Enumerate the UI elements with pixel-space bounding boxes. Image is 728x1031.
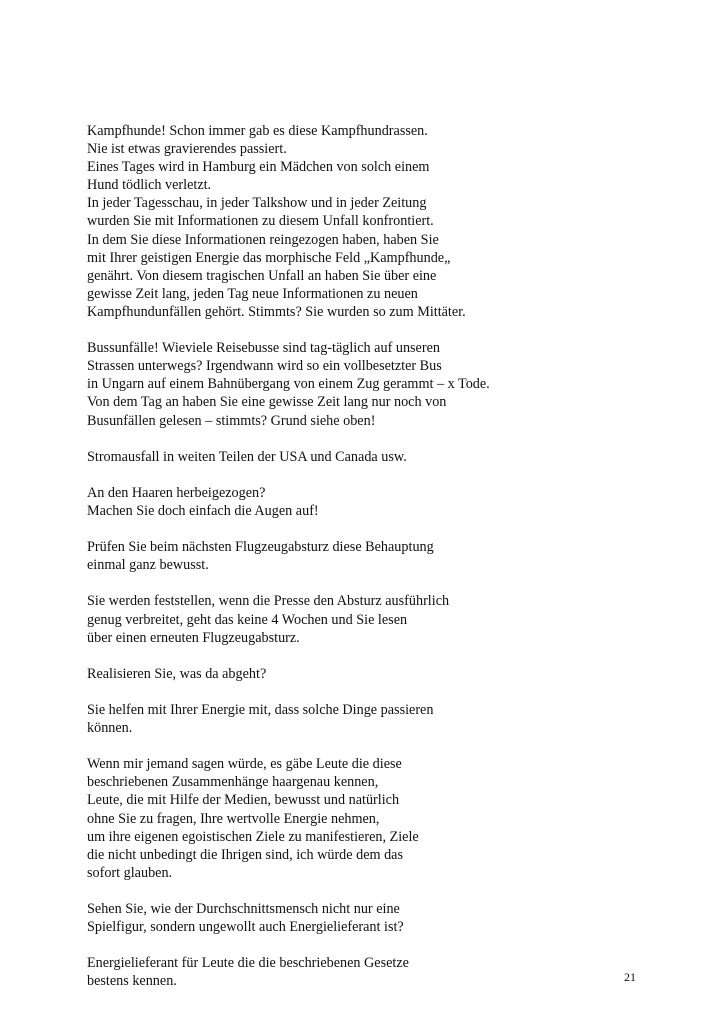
text-line: Kampfhundunfällen gehört. Stimmts? Sie wurden so zum Mittäter. [87,303,466,320]
text-line: Von dem Tag an haben Sie eine gewisse Zeit lang nur noch von [87,394,447,411]
page-number: 21 [624,970,636,984]
text-line: Spielfigur, sondern ungewollt auch Energielieferant ist? [87,919,404,936]
paragraph [87,665,687,683]
text-line: Sie helfen mit Ihrer Energie mit, dass solche Dinge passieren [87,702,434,718]
text-line: Stromausfall in weiten Teilen der USA und Canada usw. [87,448,407,465]
text-line: Wenn mir jemand sagen würde, es gäbe Leute die diese [87,756,402,773]
paragraph [87,339,687,429]
text-line: Bussunfälle! Wieviele Reisebusse sind tag-täglich auf unseren [87,340,440,357]
text-line: Leute, die mit Hilfe der Medien, bewusst und natürlich [87,792,400,809]
text-line: beschriebenen Zusammenhänge haargenau kennen, [87,774,379,791]
paragraph [87,592,687,646]
text-line: In dem Sie diese Informationen reingezogen haben, haben Sie [87,231,439,248]
text-line: Busunfällen gelesen – stimmts? Grund siehe oben! [87,412,376,429]
text-line: Hund tödlich verletzt. [87,177,212,194]
text-line: um ihre eigenen egoistischen Ziele zu manifestieren, Ziele [87,828,419,845]
text-line: einmal ganz bewusst. [87,557,209,574]
text-line: Realisieren Sie, was da abgeht? [87,665,267,682]
text-line: In jeder Tagesschau, in jeder Talkshow und in jeder Zeitung [87,195,427,212]
text-line: sofort glauben. [87,864,173,881]
text-line: Kampfhunde! Schon immer gab es diese Kampfhundrassen. [87,123,428,139]
text-line: Strassen unterwegs? Irgendwann wird so ein vollbesetzter Bus [87,358,442,375]
paragraph [87,448,687,466]
text-line: Prüfen Sie beim nächsten Flugzeugabsturz diese Behauptung [87,539,434,556]
text-line: genährt. Von diesem tragischen Unfall an haben Sie über eine [87,267,437,284]
text-line: Nie ist etwas gravierendes passiert. [87,141,287,158]
paragraph [87,954,687,990]
text-line: gewisse Zeit lang, jeden Tag neue Informationen zu neuen [87,285,418,302]
text-line: Eines Tages wird in Hamburg ein Mädchen von solch einem [87,159,430,176]
text-line: können. [87,720,133,737]
text-line: Sehen Sie, wie der Durchschnittsmensch nicht nur eine [87,901,400,918]
text-line: die nicht unbedingt die Ihrigen sind, ich würde dem das [87,846,403,863]
paragraph [87,701,687,737]
paragraph [87,538,687,574]
text-line: Energielieferant für Leute die die beschriebenen Gesetze [87,955,409,972]
text-line: wurden Sie mit Informationen zu diesem Unfall konfrontiert. [87,213,434,230]
body-text [87,122,687,1009]
text-line: über einen erneuten Flugzeugabsturz. [87,629,300,646]
text-line: An den Haaren herbeigezogen? [87,484,266,501]
text-line: Machen Sie doch einfach die Augen auf! [87,502,319,519]
paragraph [87,900,687,936]
paragraph [87,484,687,520]
paragraph [87,122,687,321]
text-line: bestens kennen. [87,973,177,990]
text-line: in Ungarn auf einem Bahnübergang von einem Zug gerammt – x Tode. [87,376,490,393]
paragraph [87,755,687,882]
text-line: genug verbreitet, geht das keine 4 Wochen und Sie lesen [87,611,408,628]
text-line: ohne Sie zu fragen, Ihre wertvolle Energie nehmen, [87,810,380,827]
text-line: mit Ihrer geistigen Energie das morphische Feld „Kampfhunde„ [87,249,451,266]
text-line: Sie werden feststellen, wenn die Presse den Absturz ausführlich [87,593,450,610]
